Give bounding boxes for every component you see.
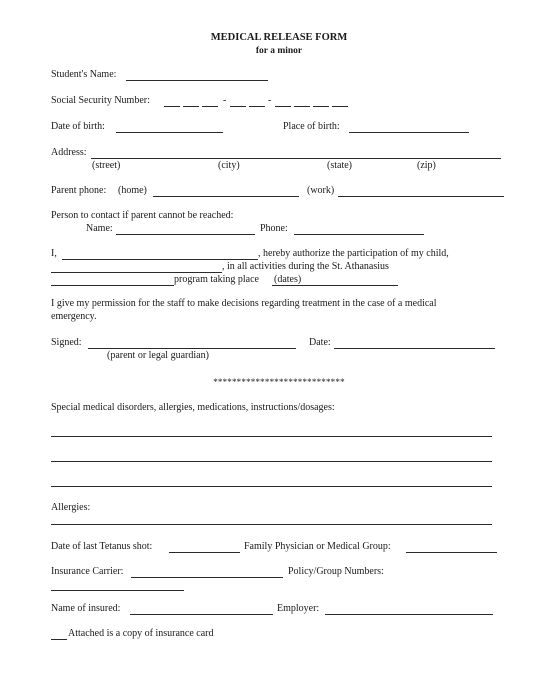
program-field[interactable]	[51, 285, 174, 286]
ssn-label: Social Security Number:	[51, 95, 150, 106]
ssn-digit-field[interactable]	[202, 106, 218, 107]
insurance-carrier-label: Insurance Carrier:	[51, 566, 124, 577]
permission-line2: emergency.	[51, 311, 97, 322]
work-phone-label: (work)	[307, 185, 335, 196]
allergies-field[interactable]	[51, 524, 492, 525]
disorders-line-1[interactable]	[51, 436, 492, 437]
contact-intro: Person to contact if parent cannot be reached:	[51, 210, 234, 221]
ssn-digit-field[interactable]	[332, 106, 348, 107]
contact-name-field[interactable]	[116, 234, 255, 235]
insurance-carrier-field[interactable]	[131, 577, 283, 578]
home-phone-label: (home)	[118, 185, 147, 196]
disorders-line-3[interactable]	[51, 486, 492, 487]
signature-field[interactable]	[88, 348, 296, 349]
insurance-card-checkbox[interactable]	[51, 639, 67, 640]
ssn-digit-field[interactable]	[275, 106, 291, 107]
student-name-field[interactable]	[126, 80, 268, 81]
physician-label: Family Physician or Medical Group:	[244, 541, 391, 552]
signature-date-field[interactable]	[334, 348, 495, 349]
insured-name-field[interactable]	[130, 614, 273, 615]
parent-name-field[interactable]	[62, 259, 258, 260]
contact-phone-label: Phone:	[260, 223, 288, 234]
dob-label: Date of birth:	[51, 121, 105, 132]
student-name-label: Student's Name:	[51, 69, 117, 80]
tetanus-label: Date of last Tetanus shot:	[51, 541, 153, 552]
address-field[interactable]	[91, 158, 501, 159]
place-of-birth-field[interactable]	[349, 132, 469, 133]
form-title: MEDICAL RELEASE FORM	[210, 32, 348, 43]
ssn-digit-field[interactable]	[313, 106, 329, 107]
employer-label: Employer:	[277, 603, 320, 614]
employer-field[interactable]	[325, 614, 493, 615]
insured-name-label: Name of insured:	[51, 603, 121, 614]
ssn-dash: -	[268, 95, 272, 106]
dates-caption: (dates)	[274, 274, 302, 285]
authorization-prefix: I,	[51, 248, 57, 259]
attached-label: Attached is a copy of insurance card	[68, 628, 214, 639]
city-caption: (city)	[218, 160, 240, 171]
contact-name-label: Name:	[86, 223, 113, 234]
ssn-digit-field[interactable]	[249, 106, 265, 107]
permission-line1: I give my permission for the staff to make decisions regarding treatment in the case of a medical	[51, 298, 437, 309]
ssn-digit-field[interactable]	[294, 106, 310, 107]
signature-date-label: Date:	[309, 337, 331, 348]
street-caption: (street)	[92, 160, 121, 171]
section-divider: ****************************	[213, 377, 345, 387]
disorders-line-2[interactable]	[51, 461, 492, 462]
place-of-birth-label: Place of birth:	[283, 121, 340, 132]
signed-label: Signed:	[51, 337, 82, 348]
child-name-field[interactable]	[51, 272, 222, 273]
ssn-digit-field[interactable]	[164, 106, 180, 107]
tetanus-field[interactable]	[169, 552, 240, 553]
authorization-line2: , in all activities during the St. Athanasius	[222, 261, 389, 272]
home-phone-field[interactable]	[153, 196, 299, 197]
address-label: Address:	[51, 147, 87, 158]
allergies-label: Allergies:	[51, 502, 91, 513]
work-phone-field[interactable]	[338, 196, 504, 197]
parent-phone-label: Parent phone:	[51, 185, 107, 196]
guardian-caption: (parent or legal guardian)	[107, 350, 209, 361]
dob-field[interactable]	[116, 132, 223, 133]
authorization-line1: , hereby authorize the participation of my child,	[258, 248, 449, 259]
disorders-label: Special medical disorders, allergies, medications, instructions/dosages:	[51, 402, 335, 413]
ssn-digit-field[interactable]	[230, 106, 246, 107]
contact-phone-field[interactable]	[294, 234, 424, 235]
ssn-dash: -	[223, 95, 227, 106]
policy-field[interactable]	[51, 590, 184, 591]
physician-field[interactable]	[406, 552, 497, 553]
ssn-digit-field[interactable]	[183, 106, 199, 107]
policy-label: Policy/Group Numbers:	[288, 566, 384, 577]
zip-caption: (zip)	[417, 160, 436, 171]
form-subtitle: for a minor	[255, 46, 303, 56]
authorization-line3: program taking place	[174, 274, 259, 285]
state-caption: (state)	[327, 160, 352, 171]
